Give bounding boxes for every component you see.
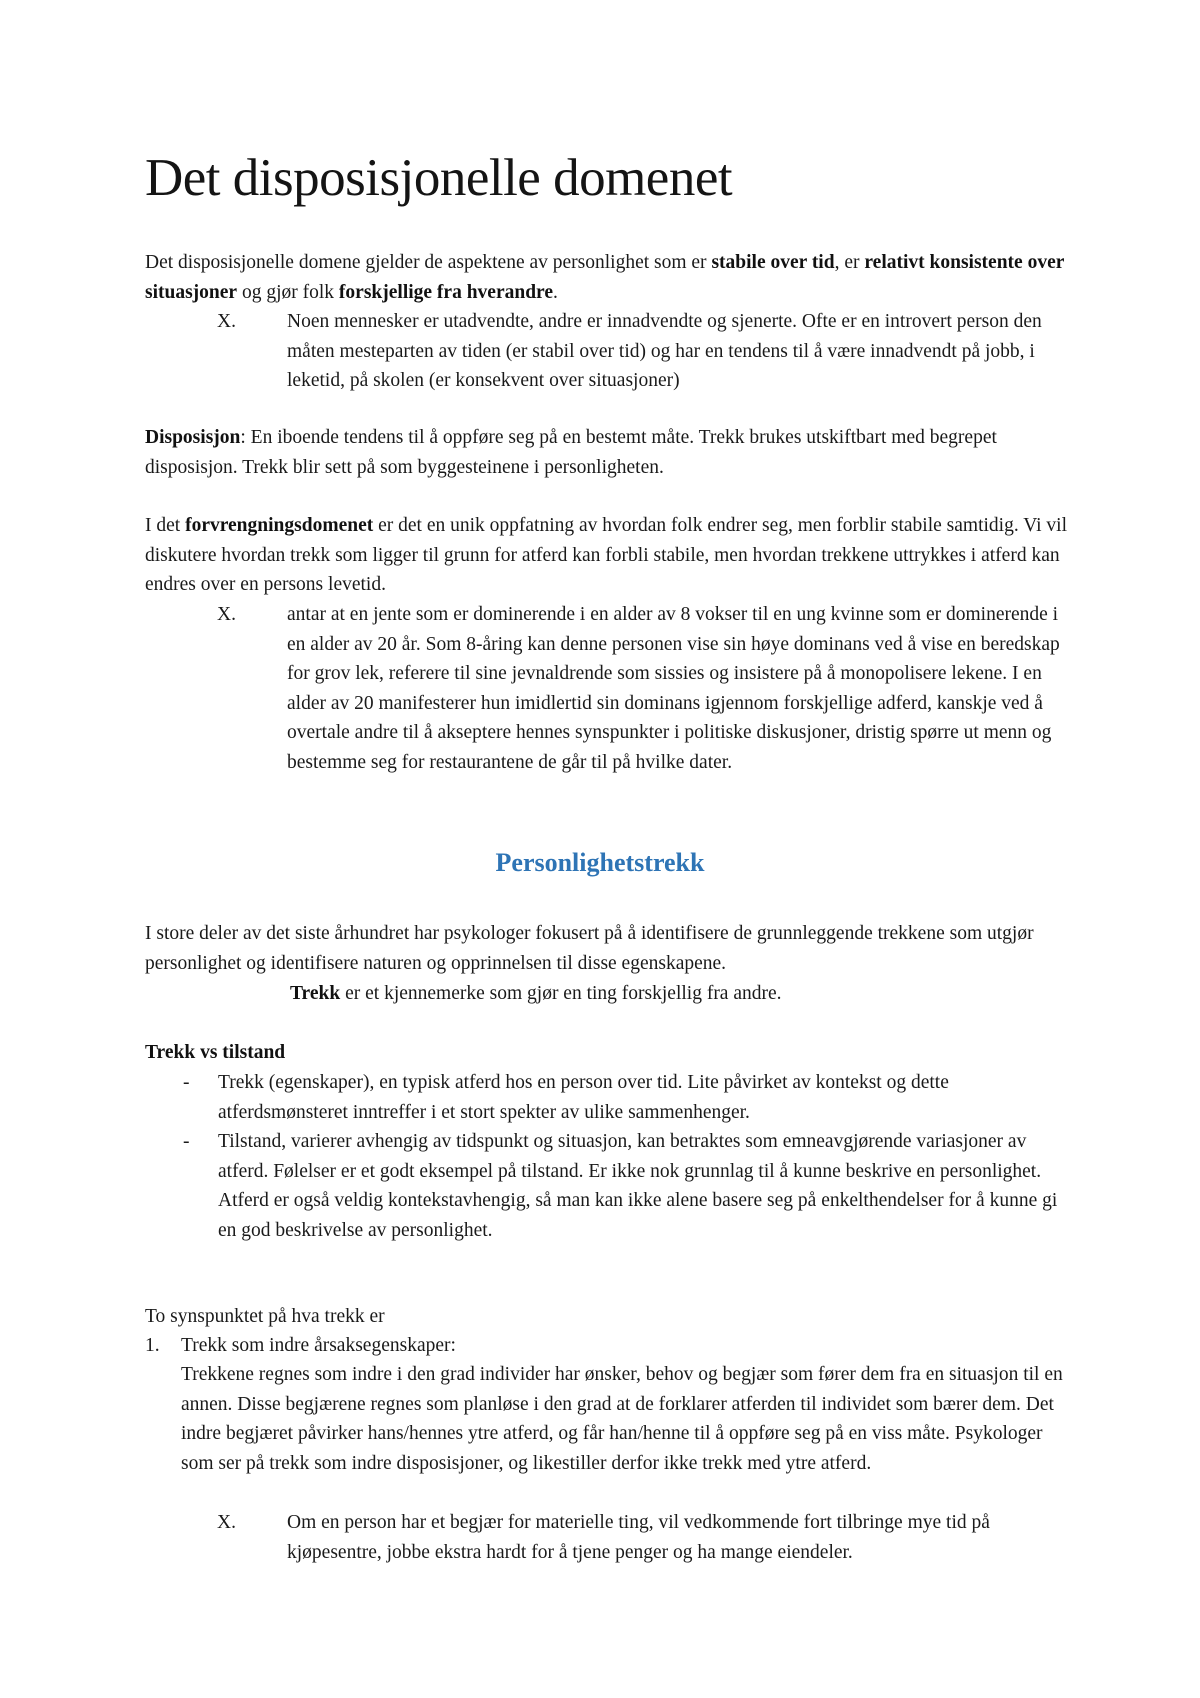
trekk-definition: Trekk er et kjennemerke som gjør en ting forskjellig fra andre. (290, 983, 782, 1004)
list-dash: - (183, 1131, 190, 1152)
example-text: Noen mennesker er utadvendte, andre er innadvendte og sjenerte. Ofte er en introvert person den måten mesteparten av tiden (er stabil over tid) og har en tendens til å være innadvendt på jobb, i leketid, på skolen (er konsekvent over situasjoner) (287, 311, 1042, 391)
term-forvrengningsdomenet: forvrengningsdomenet (185, 515, 374, 536)
numbered-item-body: Trekkene regnes som indre i den grad individer har ønsker, behov og begjær som fører dem fra en situasjon til en annen. Disse begjærene regnes som planløse i den grad at de forklarer atferden til individet som bærer dem. Det indre begjæret påvirker hans/hennes ytre atferd, og får han/henne til å oppføre seg på en viss måte. Psykologer som ser på trekk som indre disposisjoner, og likestiller derfor ikke trekk med ytre atferd. (181, 1364, 1063, 1474)
list-text: Trekk (egenskaper), en typisk atferd hos en person over tid. Lite påvirket av kontekst og dette atferdsmønsteret inntreffer i et stort spekter av ulike sammenhenger. (218, 1072, 949, 1123)
page-title: Det disposisjonelle domenet (145, 149, 733, 207)
list-number: 1. (145, 1335, 160, 1356)
term-consistent: relativt konsistente over situasjoner (145, 252, 1065, 303)
term-disposisjon: Disposisjon (145, 427, 241, 448)
example-item-materialism (145, 1508, 1070, 1568)
example-item-dominance (145, 600, 1070, 810)
example-item-introvert (145, 307, 1070, 397)
list-dash: - (183, 1072, 190, 1093)
list-label: Trekk som indre årsaksegenskaper: (181, 1335, 456, 1356)
term-trekk: Trekk (290, 983, 341, 1004)
forvrengning-paragraph: I det forvrengningsdomenet er det en unik oppfatning av hvordan folk endrer seg, men forblir stabile samtidig. Vi vil diskutere hvordan trekk som ligger til grunn for atferd kan forbli stabile, men hvordan trekkene uttrykkes i atferd kan endres over en persons levetid. (145, 515, 1068, 595)
example-text: Om en person har et begjær for materielle ting, vil vedkommende fort tilbringe mye tid på kjøpesentre, jobbe ekstra hardt for å tjene penger og ha mange eiendeler. (287, 1512, 990, 1563)
term-different: forskjellige fra hverandre (338, 281, 554, 303)
example-marker: X. (217, 1512, 236, 1533)
disposisjon-definition: Disposisjon: En iboende tendens til å oppføre seg på en bestemt måte. Trekk brukes utskiftbart med begrepet disposisjon. Trekk blir sett på som byggesteinene i personligheten. (145, 427, 997, 478)
list-item-trekk (145, 1068, 1070, 1128)
numbered-item-label (145, 1331, 1070, 1361)
section-intro-paragraph: I store deler av det siste århundret har psykologer fokusert på å identifisere de grunnleggende trekkene som utgjør personlighet og identifisere naturen og opprinnelsen til disse egenskapene. (145, 923, 1034, 974)
example-marker: X. (217, 604, 236, 625)
list-item-tilstand (145, 1127, 1070, 1247)
example-marker: X. (217, 311, 236, 332)
list-text: Tilstand, varierer avhengig av tidspunkt og situasjon, kan betraktes som emneavgjørende variasjoner av atferd. Følelser er et godt eksempel på tilstand. Er ikke nok grunnlag til å kunne beskrive en personlighet. Atferd er også veldig kontekstavhengig, så man kan ikke alene basere seg på enkelthendelser for å kunne gi en god beskrivelse av personlighet. (218, 1131, 1058, 1241)
intro-paragraph: Det disposisjonelle domene gjelder de aspektene av personlighet som er stabile over tid, er relativt konsistente over situasjoner og gjør folk forskjellige fra hverandre. (145, 252, 1065, 303)
section-heading: Personlighetstrekk (495, 848, 705, 877)
example-text: antar at en jente som er dominerende i en alder av 8 vokser til en ung kvinne som er dominerende i en alder av 20 år. Som 8-åring kan denne personen vise sin høye dominans ved å vise en beredskap for grov lek, referere til sine jevnaldrende som sissies og insistere på å monopolisere lekene. I en alder av 20 manifesterer hun imidlertid sin dominans igjennom forskjellige adferd, kanskje ved å overtale andre til å akseptere hennes synspunkter i politiske diskusjoner, dristig spørre ut menn og bestemme seg for restaurantene de går til på hvilke dater. (287, 604, 1060, 773)
term-stable: stabile over tid (711, 252, 835, 273)
subheading-trekk-vs-tilstand: Trekk vs tilstand (145, 1042, 286, 1063)
views-intro: To synspunktet på hva trekk er (145, 1306, 385, 1327)
